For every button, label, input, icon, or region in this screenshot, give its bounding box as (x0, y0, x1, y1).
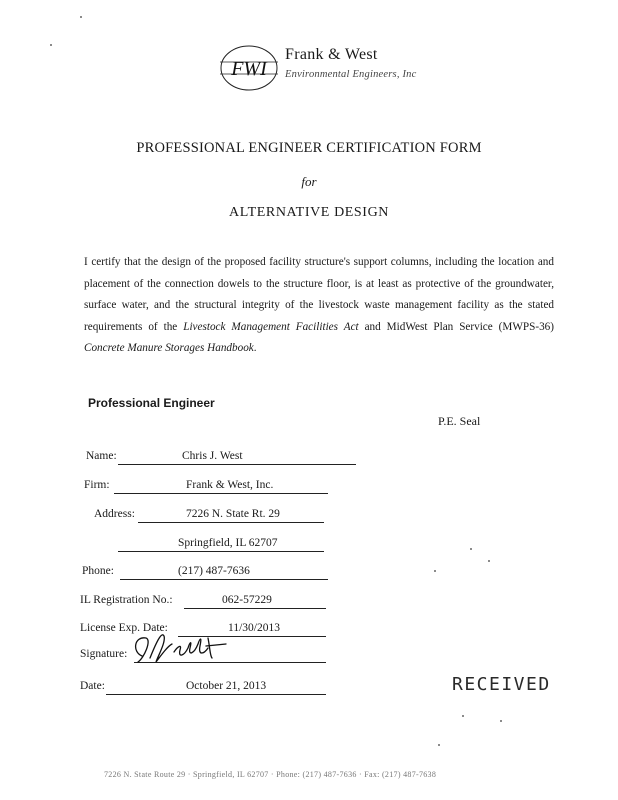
address-row-2 (118, 537, 328, 557)
handwritten-signature (128, 628, 238, 670)
name-value: Chris J. West (182, 450, 243, 462)
license-value: 11/30/2013 (228, 622, 280, 634)
cert-text-2: and MidWest Plan Service (MWPS-36) (358, 320, 554, 333)
company-logo (218, 42, 280, 94)
cert-act-title: Livestock Management Facilities Act (183, 320, 359, 333)
license-label: License Exp. Date: (80, 622, 168, 634)
cert-text-3: . (253, 342, 257, 354)
address-value-2: Springfield, IL 62707 (178, 537, 278, 549)
form-title: PROFESSIONAL ENGINEER CERTIFICATION FORM (136, 140, 482, 156)
registration-label: IL Registration No.: (80, 594, 173, 606)
form-for: for (301, 174, 317, 189)
date-row (80, 680, 330, 700)
address-label: Address: (94, 508, 135, 520)
logo-initials: FWI (231, 58, 267, 80)
signature-label: Signature: (80, 648, 128, 660)
form-subtitle: ALTERNATIVE DESIGN (229, 205, 389, 220)
phone-value: (217) 487-7636 (178, 565, 250, 577)
company-name: Frank & West (285, 46, 378, 63)
cert-text-1: I certify that the design of the proposed facility structure's support columns, including the location and placement of the connection dowels to the structure floor, is at least as protective of the groundwater, surface water, and the structural integrity of the livestock waste management facility as the stated requirements of the (84, 256, 554, 333)
date-label: Date: (80, 680, 105, 692)
cert-handbook-title: Concrete Manure Storages Handbook (84, 342, 254, 354)
phone-row (82, 565, 332, 585)
registration-row (80, 594, 330, 614)
registration-value: 062-57229 (222, 594, 272, 606)
pe-seal-label: P.E. Seal (438, 414, 481, 428)
address-row (94, 508, 334, 528)
certification-paragraph (84, 252, 554, 360)
phone-label: Phone: (82, 565, 114, 577)
footer-address: 7226 N. State Route 29 · Springfield, IL 62707 · Phone: (217) 487-7636 · Fax: (217) 487-7638 (104, 770, 437, 779)
firm-label: Firm: (84, 479, 110, 491)
date-value: October 21, 2013 (186, 680, 267, 692)
company-subtitle: Environmental Engineers, Inc (285, 69, 417, 80)
address-value-1: 7226 N. State Rt. 29 (186, 508, 280, 520)
firm-row (84, 479, 334, 499)
section-heading: Professional Engineer (88, 396, 215, 410)
name-label: Name: (86, 450, 117, 462)
received-stamp: RECEIVED (452, 674, 551, 695)
firm-value: Frank & West, Inc. (186, 479, 274, 491)
name-row (86, 450, 336, 470)
